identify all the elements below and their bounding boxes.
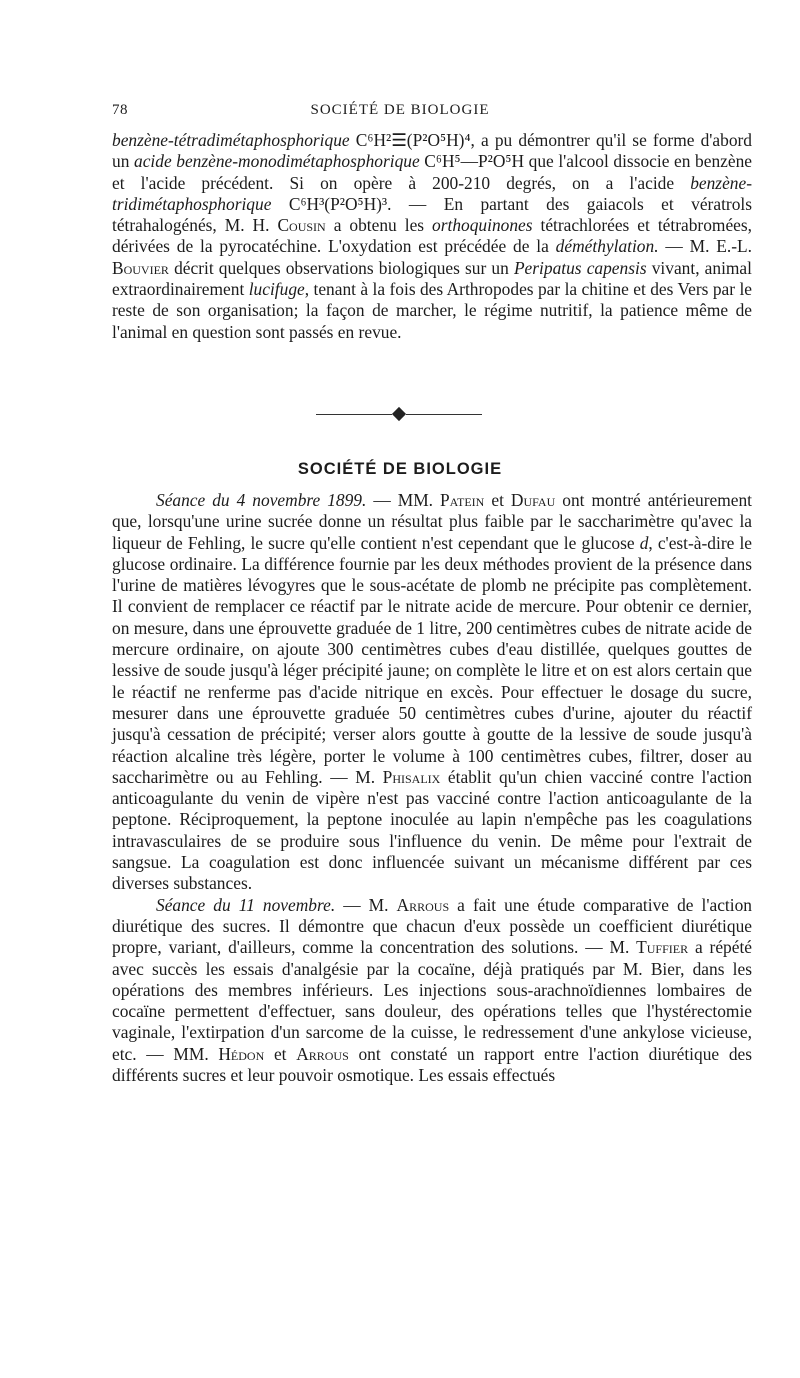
text-run: — M. xyxy=(335,894,397,915)
text-run: C⁶H³(P²O⁵H)³. — En partant des gaiacols et vératrols tétrahalogénés, M. H. xyxy=(112,193,752,236)
section-divider-ornament xyxy=(316,405,482,425)
text-run: Bouvier xyxy=(112,257,169,278)
text-run: décrit quelques observations biologiques sur un xyxy=(168,257,514,278)
article-body xyxy=(112,490,752,1086)
text-run: Séance du 11 novembre. xyxy=(156,894,336,915)
text-run: Cousin xyxy=(277,215,326,236)
intro-paragraph xyxy=(112,130,752,343)
text-run: benzène-tridimétaphosphorique xyxy=(112,172,752,214)
section-title: SOCIÉTÉ DE BIOLOGIE xyxy=(297,460,503,478)
text-run: ont montré antérieurement que, lorsqu'une urine sucrée donne un résultat plus faible par le saccharimètre qu'avec la liqueur de Fehling, le sucre qu'elle contient n'est cependant que le glucose xyxy=(112,490,752,553)
text-run: Phisalix xyxy=(382,766,441,787)
text-run: Arrous xyxy=(396,894,450,915)
text-run: vivant, animal extraordinairement xyxy=(112,257,752,300)
text-run: — MM. xyxy=(366,490,441,510)
text-run: d xyxy=(639,532,649,553)
text-run: , tenant à la fois des Arthropodes par la chitine et des Vers par le reste de son organisation; la façon de marcher, le régime nutritif, la patience même de l'animal en question sont passés en revue. xyxy=(112,279,752,342)
text-run: Tuffier xyxy=(636,937,689,958)
page-number: 78 xyxy=(112,102,128,118)
text-run: a fait une étude comparative de l'action diurétique des sucres. Il démontre que chacun d'eux possède un coefficient diurétique propre, variant, d'ailleurs, comme la concentration des solutions. — M. xyxy=(112,894,752,958)
paragraph-seance-4-novembre xyxy=(112,490,752,895)
text-run: et xyxy=(264,1043,297,1064)
text-run: , c'est-à-dire le glucose ordinaire. La différence fournie par les deux méthodes provient de la présence dans l'urine de matières lévogyres que le sous-acétate de plomb ne précipite pas complètement. Il convient de remplacer ce réactif par le nitrate acide de mercure. Pour obtenir ce dernier, on mesure, dans une éprouvette graduée de 1 litre, 200 centimètres cubes de nitrate acide de mercure ordinaire, on ajoute 300 centimètres cubes d'eau distillée, quelques gouttes de lessive de soude jusqu'à léger précipité jaune; on complète le litre et on est alors certain que le réactif ne renferme pas d'acide nitrique en excès. Pour effectuer le dosage du sucre, mesurer dans une éprouvette graduée 50 centimètres cubes d'urine, ajouter du réactif jusqu'à cessation de précipité; verser alors goutte à goutte de la lessive de soude jusqu'à réaction alcaline très légère, porter le volume à 100 centimètres cubes, filtrer, doser au saccharimètre ou au Fehling. — M. xyxy=(112,532,752,787)
text-run: a obtenu les xyxy=(325,215,433,236)
text-run: Arrous xyxy=(296,1043,349,1064)
text-run: C⁶H²☰(P²O⁵H)⁴, a pu démontrer qu'il se forme d'abord un xyxy=(112,130,752,172)
text-run: orthoquinones xyxy=(432,215,533,236)
text-run: Hédon xyxy=(218,1043,265,1064)
text-run: — M. E.-L. xyxy=(658,236,752,257)
text-run: lucifuge xyxy=(248,279,305,300)
text-run: Séance du 4 novembre 1899. xyxy=(156,490,367,510)
text-run: benzène-tétradimétaphosphorique xyxy=(112,130,350,150)
text-run: tétrachlorées et tétrabromées, dérivées de la pyrocatéchine. L'oxydation est précédée de la xyxy=(112,215,752,257)
text-run: déméthylation. xyxy=(555,236,659,257)
divider-line-right xyxy=(406,414,482,415)
text-run: acide benzène-monodimétaphosphorique xyxy=(134,151,420,172)
intro-block xyxy=(112,130,752,343)
running-head: SOCIÉTÉ DE BIOLOGIE xyxy=(310,102,490,118)
page-header xyxy=(0,102,800,124)
text-run: Peripatus capensis xyxy=(513,257,647,278)
divider-line-left xyxy=(316,414,392,415)
text-run: ont constaté un rapport entre l'action diurétique des différents sucres et leur pouvoir osmotique. Les essais effectués xyxy=(112,1043,752,1086)
diamond-icon xyxy=(392,407,406,421)
text-run: et xyxy=(484,490,511,510)
paragraph-seance-11-novembre xyxy=(112,895,752,1087)
text-run: C⁶H⁵—P²O⁵H que l'alcool dissocie en benzène et l'acide précédent. Si on opère à 200-210 degrés, on a l'acide xyxy=(112,151,752,193)
text-run: Patein xyxy=(440,490,485,510)
text-run: a répété avec succès les essais d'analgésie par la cocaïne, déjà pratiqués par M. Bier, dans les opérations des membres inférieurs. Les injections sous-arachnoïdiennes lombaires de cocaïne permettent d'effectuer, sans douleur, des opérations telles que l'hystérectomie vaginale, l'extirpation d'un sarcome de la cuisse, le redressement d'une ankylose vicieuse, etc. — MM. xyxy=(112,937,753,1064)
text-run: Dufau xyxy=(510,490,556,510)
text-run: établit qu'un chien vacciné contre l'action anticoagulante du venin de vipère n'est pas vacciné contre l'action anticoagulante de la peptone. Réciproquement, la peptone inoculée au lapin n'empêche pas les coagulations intravasculaires de se produire sous l'influence du venin. De même pour l'extrait de sangsue. La coagulation est donc influencée suivant un mécanisme différent par ces diverses substances. xyxy=(112,766,752,894)
